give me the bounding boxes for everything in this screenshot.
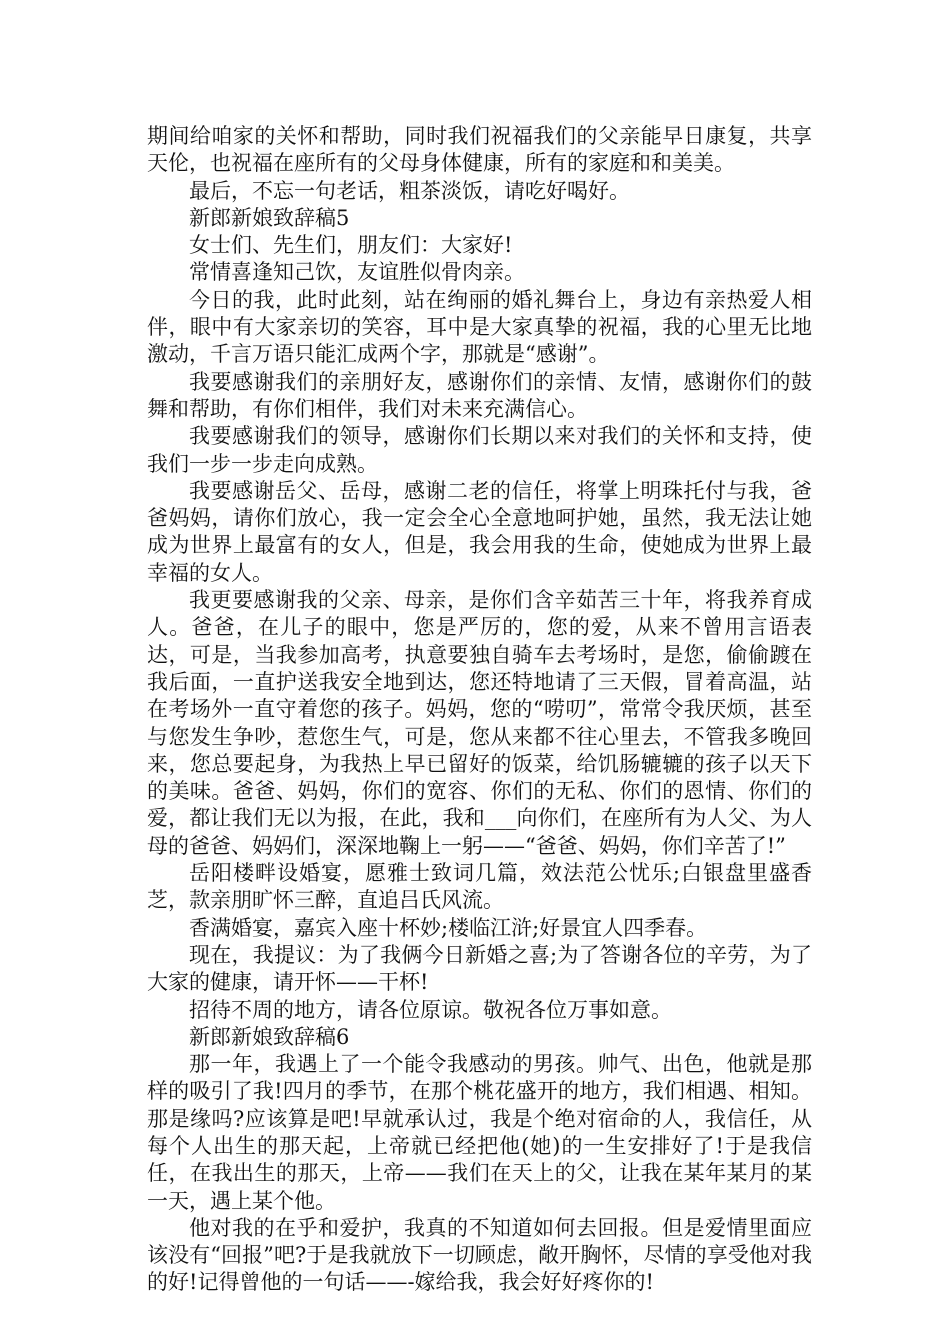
paragraph-6: 今日的我，此时此刻，站在绚丽的婚礼舞台上，身边有亲热爱人相伴，眼中有大家亲切的笑容，耳中是大家真挚的祝福，我的心里无比地激动，千言万语只能汇成两个字，那就是“感谢”。 <box>147 287 812 367</box>
document-page <box>147 123 812 1297</box>
paragraph-11: 岳阳楼畔设婚宴，愿雅士致词几篇，效法范公忧乐;白银盘里盛香芝，款亲朋旷怀三醉，直追吕氏风流。 <box>147 861 812 913</box>
paragraph-14: 招待不周的地方，请各位原谅。敬祝各位万事如意。 <box>189 997 672 1022</box>
paragraph-1: 期间给咱家的关怀和帮助，同时我们祝福我们的父亲能早日康复，共享天伦，也祝福在座所有的父母身体健康，所有的家庭和和美美。 <box>147 124 812 176</box>
section-heading-6: 新郎新娘致辞稿6 <box>189 1024 350 1049</box>
paragraph-13: 现在，我提议：为了我俩今日新婚之喜;为了答谢各位的辛劳，为了大家的健康，请开怀——干杯! <box>147 942 812 995</box>
paragraph-2: 最后，不忘一句老话，粗茶淡饭，请吃好喝好。 <box>189 178 630 203</box>
paragraph-17: 他对我的在乎和爱护，我真的不知道如何去回报。但是爱情里面应该没有“回报”吧?于是我就放下一切顾虑，敞开胸怀，尽情的享受他对我的好!记得曾他的一句话——-嫁给我，我会好好疼你的! <box>147 1215 812 1295</box>
section-heading-5: 新郎新娘致辞稿5 <box>189 205 350 230</box>
paragraph-9: 我要感谢岳父、岳母，感谢二老的信任，将掌上明珠托付与我，爸爸妈妈，请你们放心，我一定会全心全意地呵护她，虽然，我无法让她成为世界上最富有的女人，但是，我会用我的生命，使她成为世界上最幸福的女人。 <box>147 478 812 585</box>
paragraph-12: 香满婚宴，嘉宾入座十杯妙;楼临江浒;好景宜人四季春。 <box>189 915 708 940</box>
paragraph-4: 女士们、先生们，朋友们：大家好! <box>189 233 513 258</box>
paragraph-16: 那一年，我遇上了一个能令我感动的男孩。帅气、出色，他就是那样的吸引了我!四月的季节，在那个桃花盛开的地方，我们相遇、相知。那是缘吗?应该算是吧!早就承认过，我是个绝对宿命的人，我信任，从每个人出生的那天起，上帝就已经把他(她)的一生安排好了!于是我信任，在我出生的那天，上帝——我们在天上的父，让我在某年某月的某一天，遇上某个他。 <box>147 1052 812 1213</box>
paragraph-5: 常情喜逢知己饮，友谊胜似骨肉亲。 <box>189 260 525 285</box>
paragraph-7: 我要感谢我们的亲朋好友，感谢你们的亲情、友情，感谢你们的鼓舞和帮助，有你们相伴，我们对未来充满信心。 <box>147 369 812 421</box>
paragraph-10: 我更要感谢我的父亲、母亲，是你们含辛茹苦三十年，将我养育成人。爸爸，在儿子的眼中，您是严厉的，您的爱，从来不曾用言语表达，可是，当我参加高考，执意要独自骑车去考场时，是您，偷偷踱在我后面，一直护送我安全地到达，您还特地请了三天假，冒着高温，站在考场外一直守着您的孩子。妈妈，您的“唠叨”，常常令我厌烦，甚至与您发生争吵，惹您生气，可是，您从来都不往心里去，不管我多晚回来，您总要起身，为我热上早已留好的饭菜，给饥肠辘辘的孩子以天下的美味。爸爸、妈妈，你们的宽容、你们的无私、你们的恩情、你们的爱，都让我们无以为报，在此，我和___向你们，在座所有为人父、为人母的爸爸、妈妈们，深深地鞠上一躬——“爸爸、妈妈，你们辛苦了!” <box>147 588 812 858</box>
paragraph-8: 我要感谢我们的领导，感谢你们长期以来对我们的关怀和支持，使我们一步一步走向成熟。 <box>147 424 812 476</box>
